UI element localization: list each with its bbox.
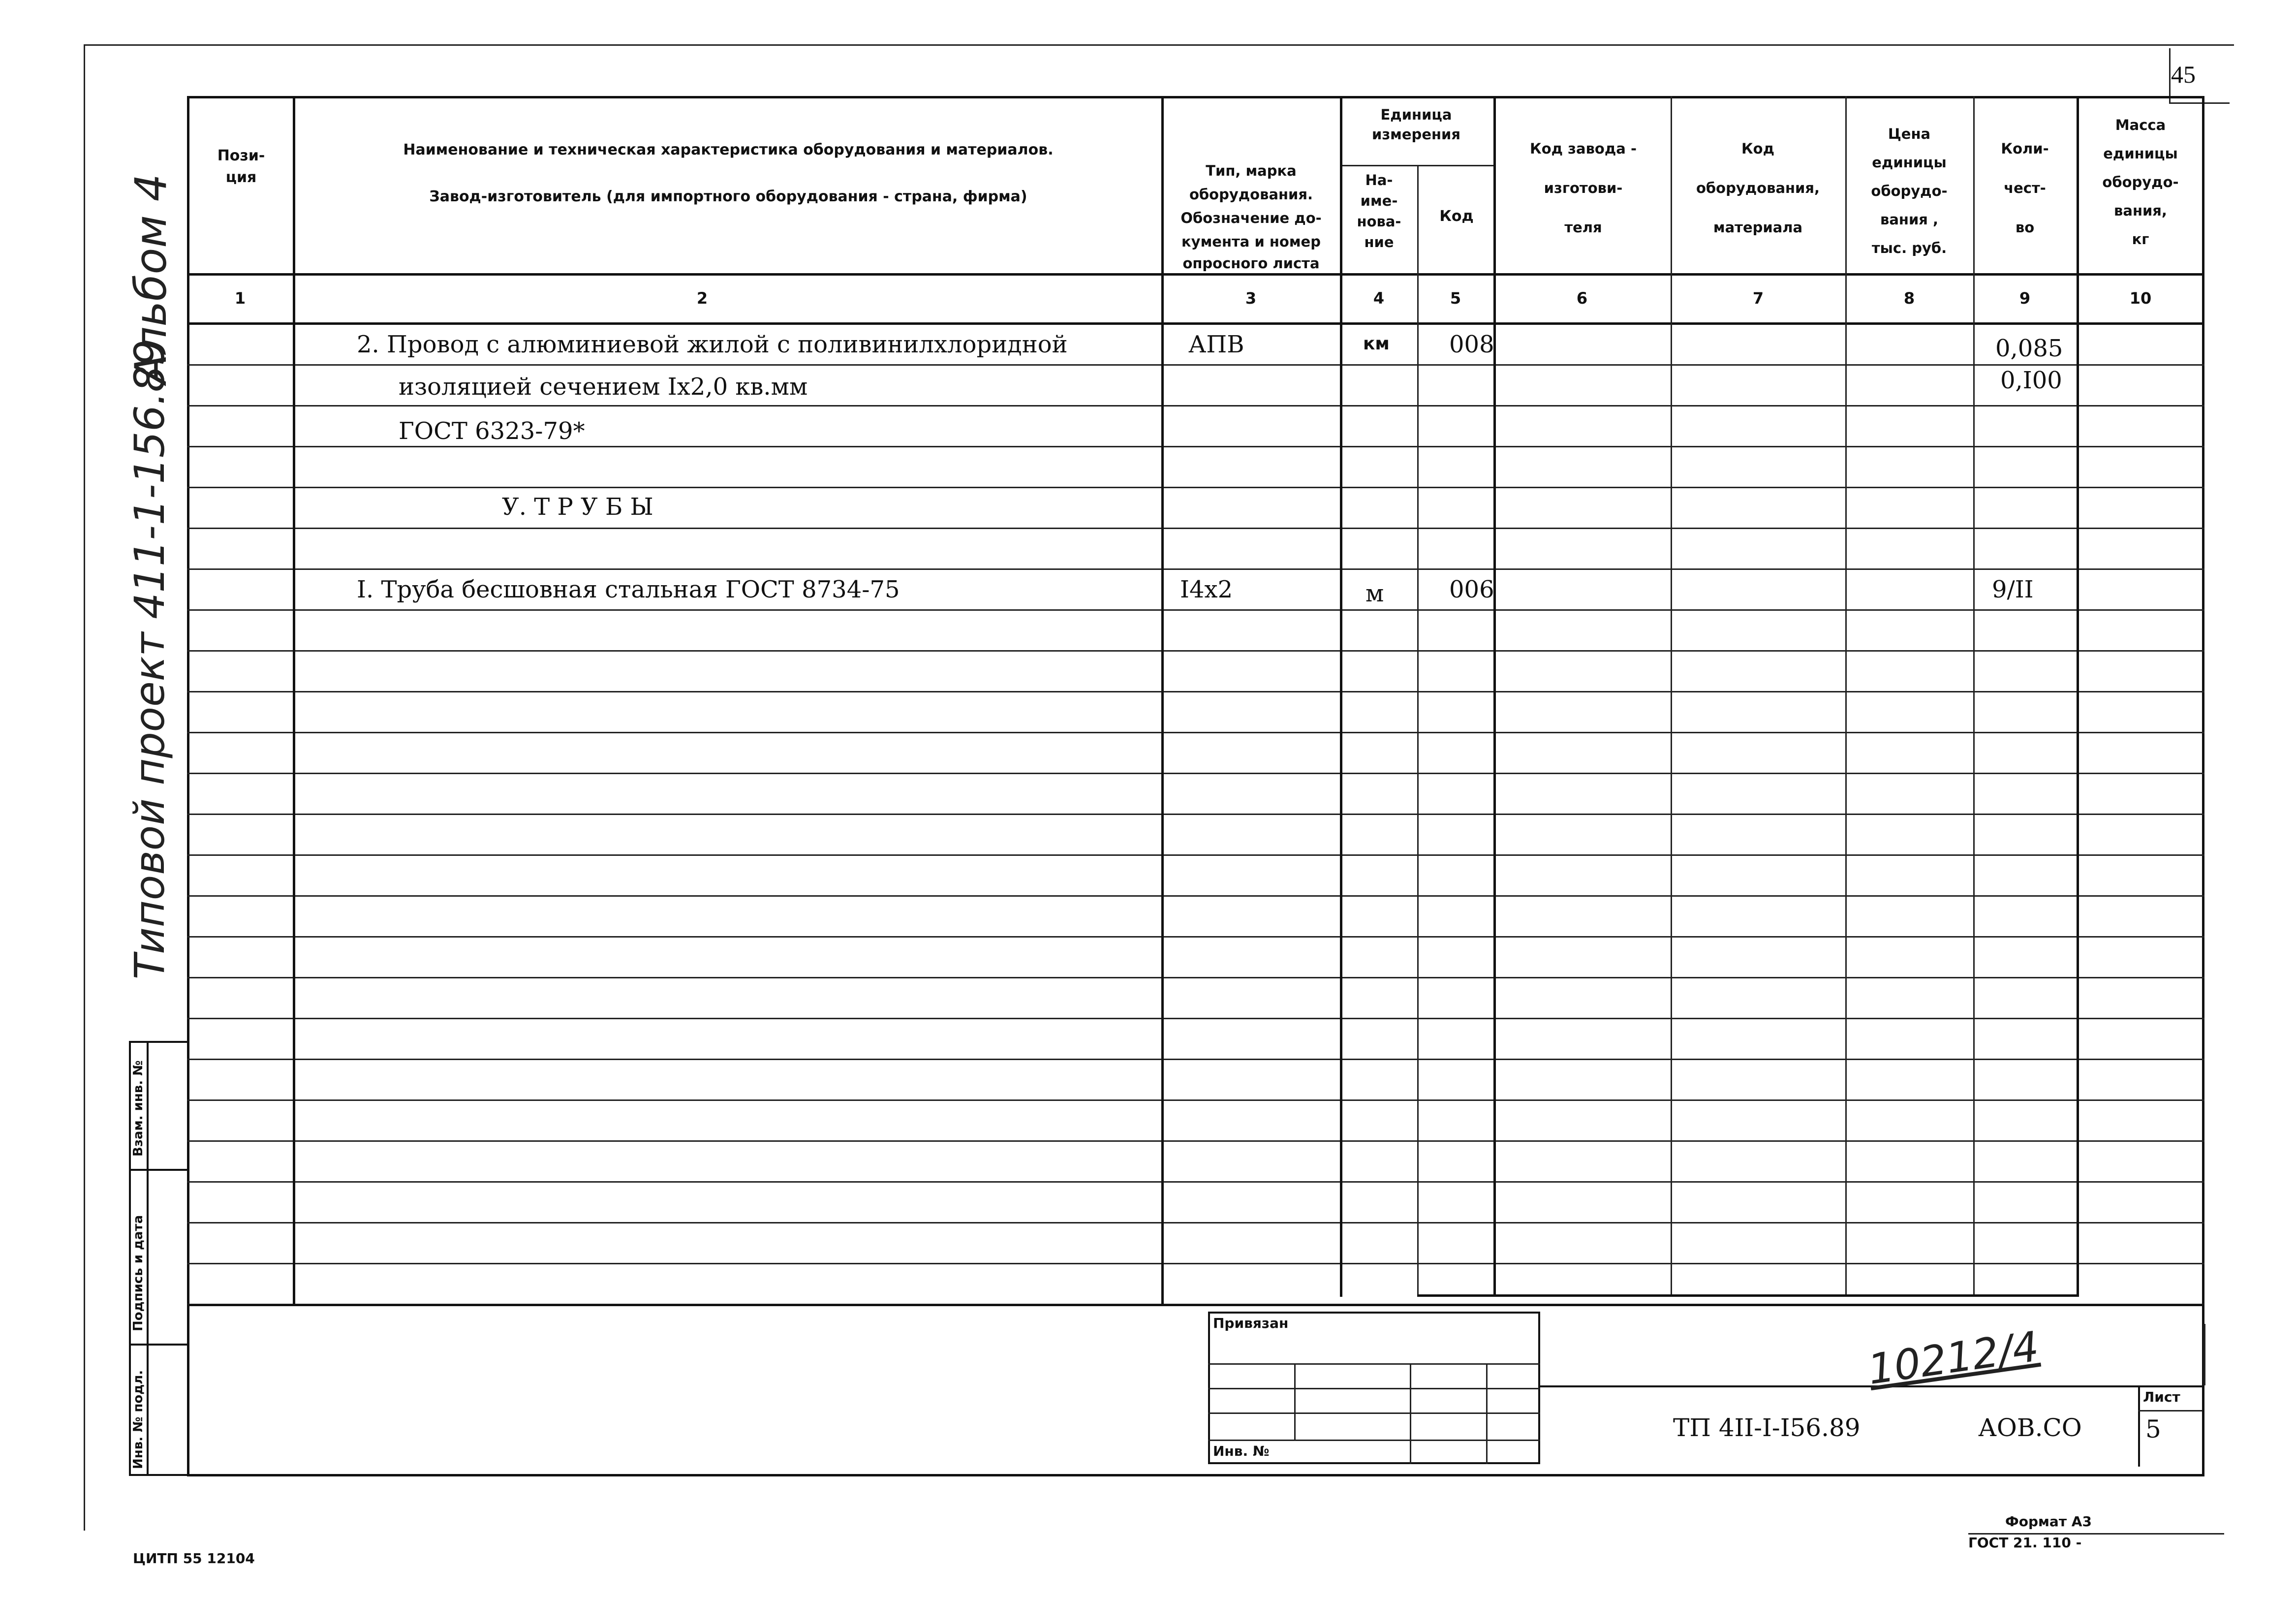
project-note: Типовой проект 411-1-156.89 [125, 339, 174, 979]
header-price-line: единицы [1872, 154, 1947, 171]
header-type-line: Тип, марка [1206, 162, 1297, 179]
table-row-line [187, 977, 2204, 978]
row-1-qty: 0,085 [1995, 335, 2063, 362]
header-equipment-line: оборудования, [1696, 180, 1820, 196]
stamp-vzam-label: Взам. инв. № [131, 1060, 146, 1157]
header-mass-line: оборудо- [2102, 174, 2179, 190]
col-line-4 [1417, 165, 1419, 1297]
table-row-line [187, 405, 2204, 407]
header-quantity-line: во [2015, 219, 2035, 236]
header-mass-line: кг [2132, 231, 2149, 248]
list-box-sep [2138, 1410, 2202, 1411]
footer-format: Формат А3 [2005, 1513, 2092, 1530]
handwritten-number: 10212/4 [1865, 1322, 2042, 1394]
header-unit-code: Код [1439, 208, 1474, 225]
privyazan-col3 [1486, 1363, 1488, 1464]
row-7-code: 006 [1449, 576, 1494, 603]
header-name-line2: Завод-изготовитель (для импортного оборудования - страна, фирма) [429, 188, 1027, 205]
header-unit-group: Единица измерения [1372, 106, 1460, 143]
table-row-line [187, 814, 2204, 815]
right-edge-extension [2203, 1324, 2205, 1385]
row-7-name: I. Труба бесшовная стальная ГОСТ 8734-75 [357, 576, 900, 603]
colnum-1: 1 [234, 289, 246, 308]
colnum-10: 10 [2129, 289, 2152, 308]
table-row-line [187, 568, 2204, 570]
header-type-line: Обозначение до- [1180, 210, 1322, 226]
table-row-line [187, 364, 2204, 366]
table-row-line [187, 1140, 2204, 1142]
list-label: Лист [2143, 1389, 2180, 1405]
colnum-3: 3 [1245, 289, 1257, 308]
table-row-line [187, 446, 2204, 447]
stamp-strip-inner [147, 1041, 149, 1474]
table-row-line [187, 609, 2204, 611]
header-price-line: Цена [1888, 125, 1931, 142]
colnum-2: 2 [696, 289, 708, 308]
header-quantity-line: Коли- [2001, 140, 2049, 157]
header-position: Пози- ция [217, 147, 265, 186]
header-mass-line: вания, [2114, 202, 2167, 219]
header-price-line: вания , [1880, 211, 1938, 228]
col-line-6 [1671, 96, 1672, 1297]
inv-no-label: Инв. № [1213, 1443, 1270, 1459]
list-value: 5 [2145, 1415, 2161, 1443]
header-factory-line: изготови- [1544, 180, 1623, 196]
privyazan-col1 [1294, 1363, 1296, 1440]
header-factory-line: теля [1564, 219, 1602, 236]
footer-gost: ГОСТ 21. 110 - [1968, 1535, 2082, 1551]
col-line-8 [1973, 96, 1975, 1297]
table-row-line [187, 487, 2204, 488]
row-2-name: изоляцией сечением Ix2,0 кв.мм [399, 373, 808, 401]
privyazan-row2 [1208, 1388, 1540, 1389]
row-5-name: У. Т Р У Б Ы [502, 493, 653, 521]
table-row-line [187, 1099, 2204, 1101]
table-row-line [187, 732, 2204, 733]
header-bottom-line [187, 273, 2204, 276]
table-row-line [187, 773, 2204, 774]
table-row-line [187, 895, 2204, 897]
section-code: АОВ.СО [1978, 1413, 2082, 1442]
header-quantity-line: чест- [2004, 180, 2046, 196]
col-line-2 [1161, 96, 1164, 1304]
col-line-5 [1493, 96, 1496, 1297]
table-row-line [187, 528, 2204, 529]
header-name-line1: Наименование и техническая характеристика оборудования и материалов. [403, 141, 1054, 158]
body-end-line [187, 1304, 2204, 1306]
header-equipment-line: материала [1713, 219, 1803, 236]
stamp-strip-sep1 [129, 1169, 188, 1171]
row-1-type: АПВ [1188, 331, 1244, 358]
row-1-code: 008 [1449, 331, 1494, 358]
privyazan-row4 [1208, 1440, 1540, 1441]
row-7-type: I4x2 [1180, 576, 1233, 603]
stamp-strip-sep2 [129, 1344, 188, 1346]
colnum-7: 7 [1752, 289, 1764, 308]
colnum-5: 5 [1450, 289, 1461, 308]
table-row-line [187, 691, 2204, 692]
header-equipment-line: Код [1741, 140, 1775, 157]
col-line-3 [1340, 96, 1342, 1297]
header-type-line: кумента и номер [1181, 233, 1321, 250]
unit-group-line [1340, 165, 1493, 166]
colnum-bottom-line [187, 322, 2204, 325]
header-type-line: опросного листа [1182, 255, 1320, 272]
sheet-page-number: 45 [2171, 61, 2196, 88]
col-line-9 [2077, 96, 2079, 1297]
privyazan-row3 [1208, 1412, 1540, 1414]
table-row-line [187, 1059, 2204, 1060]
row-7-unit: м [1365, 580, 1384, 607]
colnum-8: 8 [1903, 289, 1915, 308]
row-2-qty: 0,I00 [2000, 367, 2062, 394]
privyazan-label: Привязан [1213, 1315, 1289, 1331]
table-row-line [187, 854, 2204, 856]
table-row-line [187, 936, 2204, 938]
row-1-name: 2. Провод с алюминиевой жилой с поливинилхлоридной [357, 331, 1068, 358]
row-1-unit: км [1363, 334, 1390, 354]
header-price-line: оборудо- [1871, 183, 1948, 199]
footer-line [1968, 1533, 2224, 1535]
stamp-strip-top [129, 1041, 188, 1043]
table-row-line [187, 1018, 2204, 1019]
album-note: Альбом 4 [125, 174, 176, 384]
stamp-podpis-label: Подпись и дата [131, 1215, 146, 1331]
colnum-4: 4 [1373, 289, 1385, 308]
header-mass-line: Масса [2115, 117, 2166, 133]
colnum-9: 9 [2019, 289, 2031, 308]
header-unit-name: На- име- нова- ние [1357, 172, 1401, 251]
table-row-line [187, 1222, 2204, 1223]
col-line-1 [293, 96, 295, 1304]
header-mass-line: единицы [2103, 145, 2178, 162]
table-row-line [187, 1181, 2204, 1183]
privyazan-row1 [1208, 1363, 1540, 1365]
header-price-line: тыс. руб. [1871, 240, 1947, 256]
row-7-qty: 9/II [1992, 576, 2034, 603]
row-3-name: ГОСТ 6323-79* [399, 417, 585, 445]
list-box-left [2138, 1385, 2140, 1467]
stamp-inv-label: Инв. № подл. [131, 1370, 146, 1469]
colnum-6: 6 [1576, 289, 1588, 308]
body-bottom-line [1417, 1294, 2077, 1297]
header-factory-line: Код завода - [1530, 140, 1637, 157]
stamp-strip-bottom [129, 1474, 188, 1476]
table-row-line [187, 1263, 2204, 1264]
col-line-7 [1845, 96, 1847, 1297]
privyazan-col2 [1410, 1363, 1411, 1464]
footer-left: ЦИТП 55 12104 [133, 1550, 255, 1567]
table-row-line [187, 650, 2204, 652]
header-type-line: оборудования. [1189, 186, 1313, 203]
document-code: ТП 4II-I-I56.89 [1673, 1413, 1861, 1442]
